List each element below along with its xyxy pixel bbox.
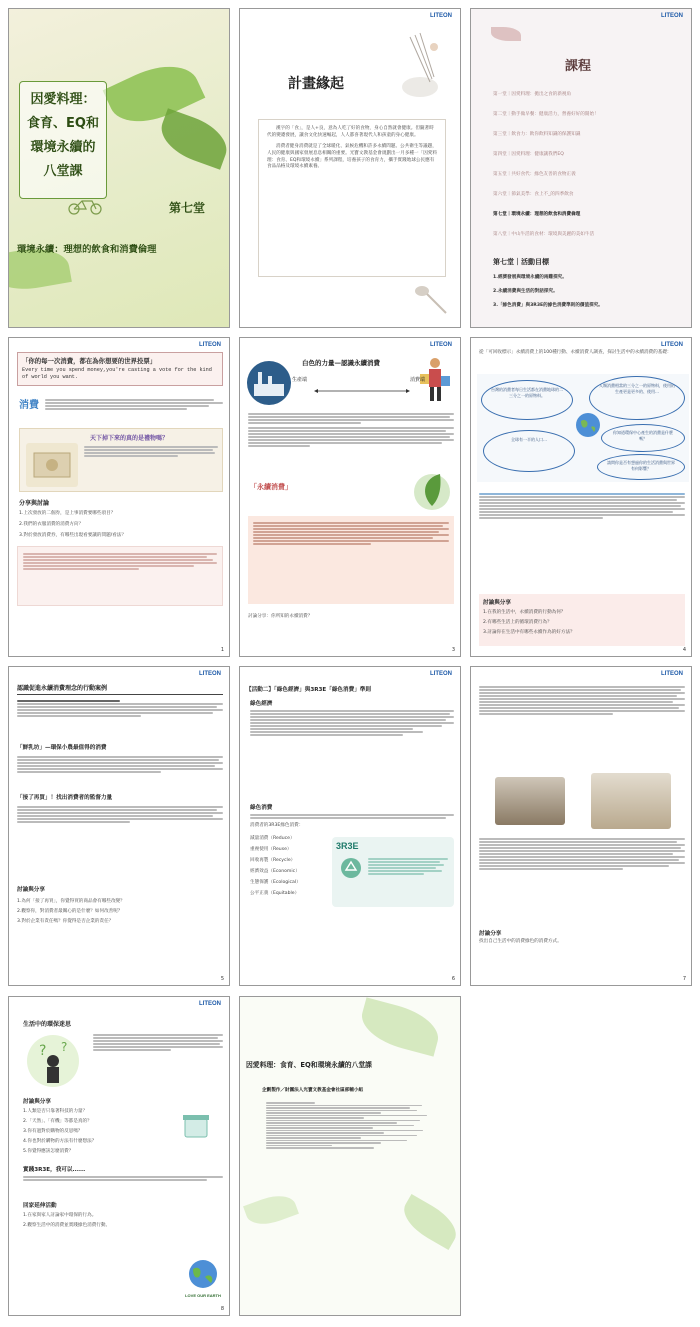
credit: 企劃製作／財團法人光寶文教基金會社區部輔小組 [262, 1088, 364, 1093]
question-item: 3.對於發放消費券，有哪些出現看要讓的問題/看法？ [19, 533, 126, 538]
brand-logo: LITEON [199, 342, 221, 348]
origin-paragraph: 漢字的「食」，是人+良，意為人吃了好的食物，身心自然就會健康。但隨著時代的變遷發展，讓食文化快速崛起，人人都喜著現代人和孩童的身心健康。 [267, 126, 434, 138]
question-item: 3.你有過對於購物的反思嗎？ [23, 1129, 83, 1134]
svg-text:?: ? [39, 1043, 47, 1059]
earth-badge [181, 1259, 225, 1303]
section-title: 綠色經濟 [250, 701, 273, 707]
cover-title [19, 81, 107, 199]
intro-text: 從「可回收標示」永續消費上的100種行動、永續消費人調查，探討生活中的永續消費的基礎： [479, 350, 672, 355]
section-title: 實踐3R3E，我可以...... [23, 1167, 86, 1173]
lesson-item: 第一堂｜因愛料理：拋出之食的新視角 [493, 92, 572, 97]
recycle-icon [340, 857, 362, 879]
criteria-list [250, 833, 330, 899]
page-number: 8 [220, 1306, 224, 1312]
question-item: 2.觀察你，對消費者最關心的是什麼？如何改善呢？ [17, 909, 123, 914]
page-title: 課程 [565, 59, 592, 74]
heading-consumption: 消費 [19, 400, 39, 411]
leaf-decoration [397, 1194, 461, 1250]
intro-text [93, 1033, 223, 1052]
question-item: 2.「天然」、「有機」等都是真的？ [23, 1119, 92, 1124]
origin-box [258, 119, 446, 277]
extension-list [23, 1211, 183, 1231]
page-action-cases [8, 666, 230, 986]
cover-title-line: 食育、EQ和 [27, 116, 99, 131]
lesson-item-current: 第七堂｜環境永續：理想的飲食和消費倫理 [493, 212, 581, 217]
discussion-box [479, 594, 685, 646]
criteria-item: 減量消費（Reduce） [250, 836, 295, 841]
page-title: 【活動二】「綠色經濟」與3R3E「綠色消費」準則 [246, 687, 371, 693]
page-number: 1 [220, 647, 224, 653]
cover-subtitle: 環境永續：理想的飲食和消費倫理 [17, 244, 157, 255]
page-number: 4 [682, 647, 686, 653]
lesson-item: 第四堂｜因愛料理：健康讓我們EQ [493, 152, 564, 157]
info-bubble: 你知道環保中心產生的消費是什麼嗎？ [601, 424, 685, 452]
gift-question-box [19, 428, 223, 492]
body-text [479, 837, 685, 871]
3r3e-infographic [332, 837, 454, 907]
voucher-image [26, 443, 78, 487]
highlight-box [248, 516, 454, 604]
page-cover [8, 8, 230, 328]
cover-title-line: 環境永續的 [30, 140, 96, 155]
question-item: 1.人類是否只靠著科技的力量？ [23, 1109, 88, 1114]
origin-paragraph: 消費者健身消費就是了全球暖化、氣候危機和許多永續問題。公共衛生等議題，人民的健康與國家發展息息相關的重要。光寶文教基金會規劃出一月多種一「因愛料理：食育、EQ和環境永續」系列課程，培養孩子的食育力，攜手實踐地球公民應有食品品格及環境永續素養。 [267, 143, 437, 170]
info-bubble: 全球有一半的人口… [483, 430, 575, 472]
flow-arrow [314, 378, 410, 382]
brand-logo: LITEON [661, 342, 683, 348]
question-item: 3.對於企業有責任嗎？你覺得是否企業的責任？ [17, 919, 114, 924]
page-consumption [8, 337, 230, 657]
quote-banner [17, 352, 223, 386]
globe-icon [575, 412, 601, 438]
page-curriculum [470, 8, 692, 328]
lesson-item: 第六堂｜節氣美學：食上不_的四季飲食 [493, 192, 574, 197]
cover-title-line: 八堂課 [43, 164, 83, 179]
chapter-label: 第七堂 [169, 201, 206, 215]
section-title: 回家延伸活動 [23, 1203, 57, 1209]
case-text [17, 755, 223, 774]
spoon-icon [410, 279, 450, 319]
lesson-item: 第八堂｜中山牛活的食材：環境與美麗的美如牛活 [493, 232, 595, 237]
brand-logo: LITEON [199, 671, 221, 677]
section-title: 綠色消費 [250, 805, 273, 811]
case-title: 「接了再買」！找出消費者的監督力量 [17, 795, 113, 801]
brand-logo: LITEON [430, 671, 452, 677]
page-title: 計畫緣起 [288, 76, 344, 92]
goal-item: 2.永續消費與生活的對話探究。 [493, 289, 558, 294]
info-bubble: 台灣的消費者每日生活都在消費地球的二三分之一的原物料。 [481, 380, 573, 420]
question-item: 1.為何「接了再買」，你覺得買的商品會有哪些改變？ [17, 899, 125, 904]
discussion-item: 1.在我的生活中，永續消費的行動為何？ [483, 610, 566, 615]
question-person-illustration [23, 1031, 83, 1091]
share-title: 討論與分享 [17, 887, 45, 893]
page-3r3e [239, 666, 461, 986]
section-text [250, 813, 454, 820]
reference-list [266, 1101, 430, 1150]
bicycle-icon [67, 197, 103, 215]
brand-logo: LITEON [661, 13, 683, 19]
info-bubble: 請問你是否有想過你的生活消費與世界有何影響？ [597, 454, 685, 480]
lesson-item: 第二堂｜動手做早餐：健康活力，營養好好的開始！ [493, 112, 599, 117]
consumption-text [45, 398, 223, 411]
info-box [17, 546, 223, 606]
brand-logo: LITEON [430, 13, 452, 19]
producer-label: 生產端 [292, 377, 308, 383]
page-number: 5 [220, 976, 224, 982]
page-sustainable-consumption [239, 337, 461, 657]
intro-text [248, 412, 454, 448]
share-title: 討論與分享 [23, 1099, 51, 1105]
share-questions [19, 508, 223, 541]
discussion-prompt: 討論分享：你所知的永續消費？ [248, 614, 313, 619]
criteria-item: 經濟效益（Economic） [250, 869, 300, 874]
container-icon [179, 1109, 213, 1143]
diagram-title: 白色的力量—認識永續消費 [302, 359, 380, 367]
back-title: 因愛料理：食育、EQ和環境永續的八堂課 [246, 1061, 372, 1069]
brand-logo: LITEON [661, 671, 683, 677]
lesson-item: 第三堂｜飲食力：飲你飲料知識的保護知識 [493, 132, 581, 137]
badge-label: LOVE OUR EARTH [185, 1293, 221, 1298]
lesson-list [493, 85, 683, 245]
question-item: 5.你覺得應該怎麼消費？ [23, 1149, 74, 1154]
question-item: 4.你也對於購物的方法有什麼想法？ [23, 1139, 97, 1144]
consumption-section-title: 「永續消費」 [250, 483, 292, 491]
page-sustainable-actions [470, 337, 692, 657]
box-title: 天下掉下來的真的是禮物嗎？ [90, 435, 169, 442]
criteria-item: 公平正義（Equitable） [250, 891, 300, 896]
page-number: 3 [451, 647, 455, 653]
consumer-label: 消費端 [410, 377, 426, 383]
bulk-food-photo [591, 773, 671, 829]
cover-title-line: 因愛料理： [30, 92, 96, 107]
body-text [479, 492, 685, 520]
infographic-title: 3R3E [336, 841, 359, 851]
section-text [250, 709, 454, 737]
discussion-item: 3.討論你在生活中有哪些永續作為的好方法？ [483, 630, 575, 635]
share-question: 找出自己生活中的消費綠色的消費方式。 [479, 939, 562, 944]
section-text [23, 1175, 223, 1182]
leaf-decoration [356, 997, 444, 1056]
quote-chinese: 「你的每一次消費，都在為你想要的世界投票」 [22, 357, 157, 365]
brand-logo: LITEON [199, 1001, 221, 1007]
case-text [17, 805, 223, 824]
brand-logo: LITEON [430, 342, 452, 348]
page-number: 7 [682, 976, 686, 982]
lesson-item: 第五堂｜共好食代：綠色友善的食物正義 [493, 172, 576, 177]
page-back-cover [239, 996, 461, 1316]
goal-item: 1.經濟發展與環境永續的兩難探究。 [493, 275, 567, 280]
leaf-decoration [491, 27, 521, 41]
factory-icon [246, 360, 292, 406]
body-text [479, 685, 685, 716]
page-title: 認識促進永續消費理念的行動案例 [17, 683, 223, 695]
page-practice [470, 666, 692, 986]
question-item: 1.上次發放的二個券，是上事消費要哪些項目？ [19, 511, 116, 516]
extension-item: 1.在家與家人討論家中環保的行為。 [23, 1213, 97, 1218]
box-text [84, 445, 218, 458]
share-questions [23, 1107, 173, 1157]
page-environment-myths [8, 996, 230, 1316]
criteria-intro: 消費者的3R3E綠色消費： [250, 823, 304, 828]
discussion-title: 討論與分享 [483, 600, 511, 606]
share-title: 討論分享 [479, 931, 502, 937]
page-number: 6 [451, 976, 455, 982]
svg-text:?: ? [61, 1040, 68, 1054]
case-text [17, 699, 223, 718]
goal-item: 3.「綠色消費」與3R3E的綠色消費準則的價值探究。 [493, 303, 603, 308]
leaf-decoration [154, 108, 230, 170]
quote-english: Every time you spend money,you're casting a vote for the kind of world you want. [22, 367, 212, 380]
bubble-cluster [477, 374, 689, 482]
whisk-icon [390, 27, 450, 107]
extension-item: 2.觀察生活中的消費並實踐綠色消費行動。 [23, 1223, 111, 1228]
criteria-item: 生態保護（Ecological） [250, 880, 301, 885]
question-item: 2.我們的衣服消費的消費方向？ [19, 522, 84, 527]
discussion-item: 2.有哪些生活上的循環消費行為？ [483, 620, 552, 625]
criteria-item: 重複使用（Reuse） [250, 847, 292, 852]
share-title: 分享與討論 [19, 500, 50, 507]
info-bubble: 人類消費相當的三分之一的原物料，使用的生產更是更多的、使用… [589, 376, 685, 420]
goal-title: 第七堂｜活動目標 [493, 258, 549, 266]
goal-list [493, 271, 687, 313]
leaf-decoration [243, 1189, 299, 1231]
leaf-graphic [410, 466, 454, 514]
page-title: 生活中的環保迷思 [23, 1021, 72, 1028]
share-questions [17, 897, 223, 927]
case-title: 「鮮乳坊」—環保小農最值得的消費 [17, 745, 107, 751]
criteria-item: 回收再製（Recycle） [250, 858, 296, 863]
store-photo [495, 777, 565, 825]
page-origin [239, 8, 461, 328]
